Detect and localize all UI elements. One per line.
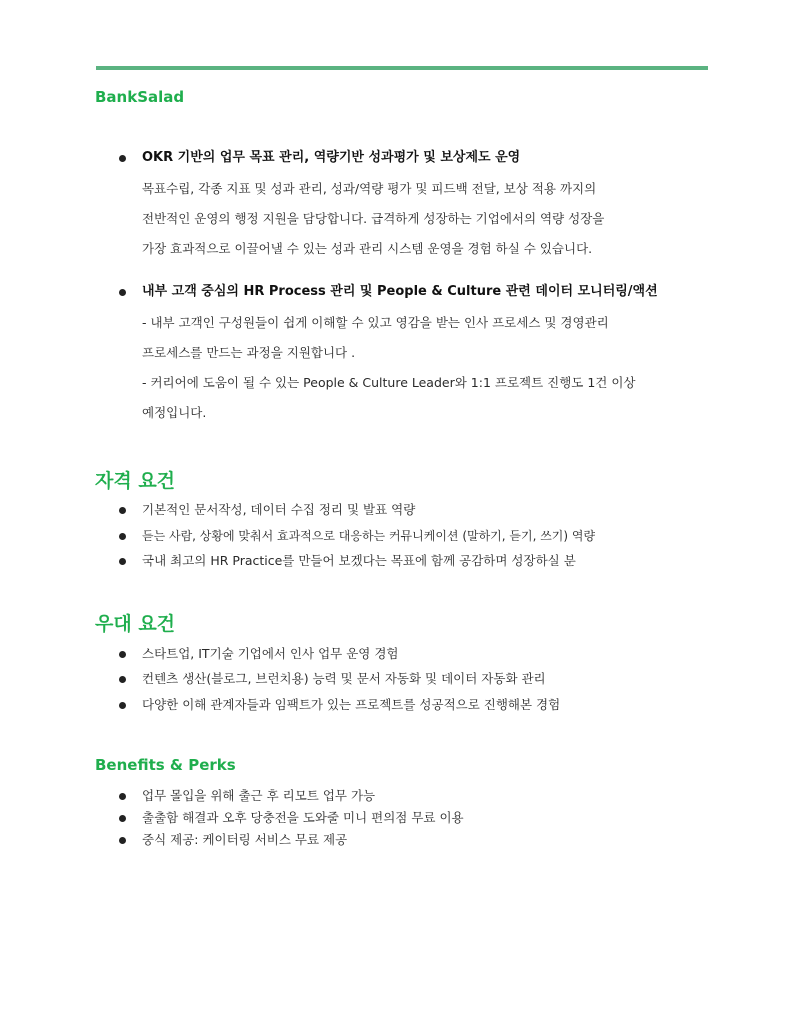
- qualification-item: 기본적인 문서작성, 데이터 수집 정리 및 발표 역량: [142, 502, 416, 517]
- qualification-item: 듣는 사람, 상황에 맞춰서 효과적으로 대응하는 커뮤니케이션 (말하기, 듣기, 쓰기) 역량: [142, 529, 596, 543]
- bullet-icon: [119, 815, 126, 822]
- bullet-icon: [119, 676, 126, 683]
- responsibility-line: 프로세스를 만드는 과정을 지원합니다 .: [142, 345, 356, 360]
- bullet-icon: [119, 793, 126, 800]
- responsibility-line: - 내부 고객인 구성원들이 쉽게 이해할 수 있고 영감을 받는 인사 프로세스 및 경영관리: [142, 315, 609, 330]
- responsibility-title: 내부 고객 중심의 HR Process 관리 및 People & Culture 관련 데이터 모니터링/액션: [142, 284, 658, 299]
- preferred-item: 다양한 이해 관계자들과 임팩트가 있는 프로젝트를 성공적으로 진행해본 경험: [142, 697, 561, 712]
- preferred-item: 스타트업, IT기술 기업에서 인사 업무 운영 경험: [142, 646, 399, 661]
- bullet-icon: [119, 533, 126, 540]
- benefits-heading: Benefits & Perks: [95, 756, 236, 774]
- qualification-item: 국내 최고의 HR Practice를 만들어 보겠다는 목표에 함께 공감하며 성장하실 분: [142, 553, 576, 568]
- bullet-icon: [119, 702, 126, 709]
- preferred-item: 컨텐츠 생산(블로그, 브런치용) 능력 및 문서 자동화 및 데이터 자동화 관리: [142, 671, 546, 686]
- responsibility-line: - 커리어에 도움이 될 수 있는 People & Culture Leader와 1:1 프로젝트 진행도 1건 이상: [142, 375, 636, 390]
- responsibility-line: 예정입니다.: [142, 405, 207, 420]
- qualifications-heading: 자격 요건: [95, 470, 176, 492]
- top-divider: [96, 66, 708, 70]
- bullet-icon: [119, 651, 126, 658]
- responsibility-line: 전반적인 운영의 행정 지원을 담당합니다. 급격하게 성장하는 기업에서의 역량 성장을: [142, 211, 605, 226]
- bullet-icon: [119, 155, 126, 162]
- bullet-icon: [119, 837, 126, 844]
- benefit-item: 중식 제공: 케이터링 서비스 무료 제공: [142, 832, 348, 847]
- bullet-icon: [119, 507, 126, 514]
- benefit-item: 출출함 해결과 오후 당충전을 도와줄 미니 편의점 무료 이용: [142, 810, 464, 825]
- bullet-icon: [119, 558, 126, 565]
- responsibility-line: 가장 효과적으로 이끌어낼 수 있는 성과 관리 시스템 운영을 경험 하실 수 있습니다.: [142, 241, 593, 256]
- bullet-icon: [119, 289, 126, 296]
- responsibility-title: OKR 기반의 업무 목표 관리, 역량기반 성과평가 및 보상제도 운영: [142, 150, 521, 165]
- preferred-heading: 우대 요건: [95, 613, 176, 635]
- company-heading: BankSalad: [95, 88, 185, 106]
- benefit-item: 업무 몰입을 위해 출근 후 리모트 업무 가능: [142, 788, 376, 803]
- responsibility-line: 목표수립, 각종 지표 및 성과 관리, 성과/역량 평가 및 피드백 전달, 보상 적용 까지의: [142, 181, 597, 196]
